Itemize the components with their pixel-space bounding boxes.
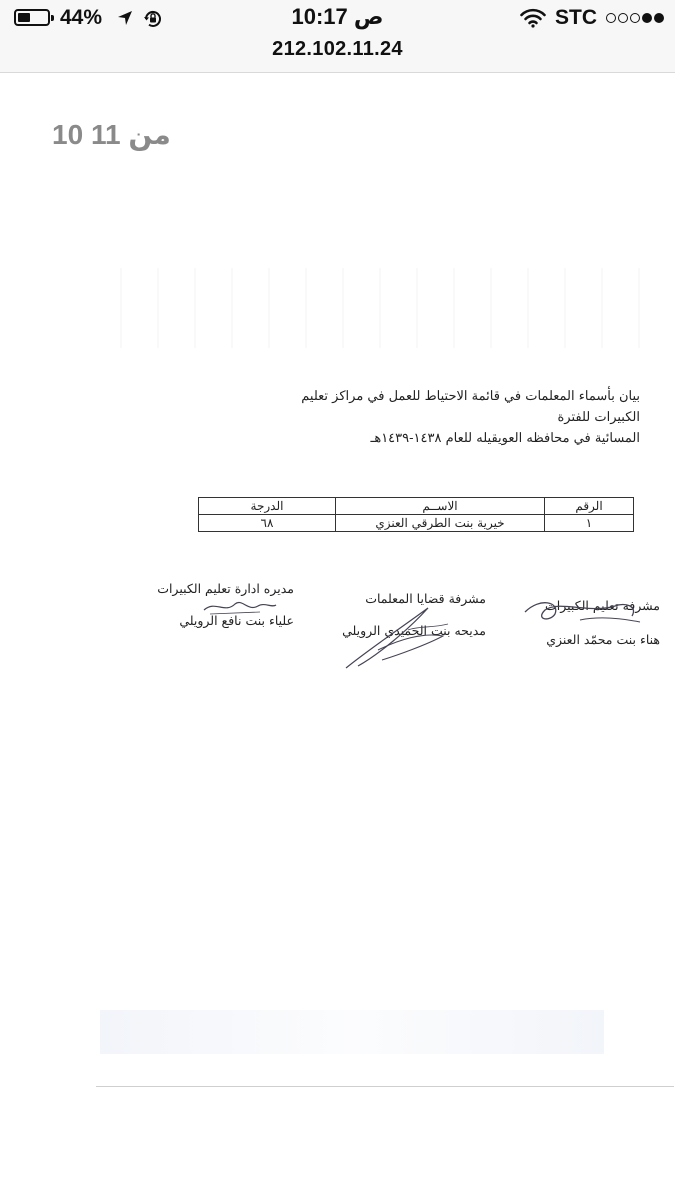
document-title-line: المسائية في محافظه العويقيله للعام ١٤٣٨-١٤٣٩هـ [370, 431, 640, 446]
wifi-icon [520, 8, 546, 28]
header-grade: الدرجة [199, 498, 336, 515]
header-number: الرقم [545, 498, 634, 515]
scan-artifact [100, 1010, 604, 1054]
document-title-line: بيان بأسماء المعلمات في قائمة الاحتياط للعمل في مراكز تعليم الكبيرات للفترة [301, 389, 640, 425]
scan-artifact [120, 268, 644, 348]
signatory-title: مشرفة قضايا المعلمات [365, 591, 486, 606]
table-header-row [199, 498, 634, 515]
handwritten-signature [338, 600, 468, 672]
signatory-name: مديحه بنت الحميدي الرويلي [342, 623, 486, 638]
handwritten-signature [200, 596, 280, 618]
signatory-name: علياء بنت نافع الرويلي [179, 613, 294, 628]
signal-dot [618, 13, 628, 23]
teachers-table [198, 497, 634, 532]
signatory-title: مديره ادارة تعليم الكبيرات [157, 581, 294, 596]
document-title [270, 386, 640, 449]
page-edge [96, 1086, 674, 1087]
table-cell-grade: ٦٨ [199, 515, 336, 532]
table-row [199, 515, 634, 532]
handwritten-signature [520, 592, 650, 632]
table-cell-number: ١ [545, 515, 634, 532]
page-counter: 10 من 11 [52, 119, 171, 150]
address-bar-url[interactable]: 212.102.11.24 [272, 38, 403, 60]
carrier-name: STC [555, 6, 597, 29]
header-name: الاســم [336, 498, 545, 515]
clock: 10:17 ص [291, 4, 384, 29]
signatory-title: مشرفه تعليم الكبيرات [545, 598, 660, 613]
signatory-name: هناء بنت محمّد العنزي [546, 632, 660, 647]
signal-dot [654, 13, 664, 23]
signal-dot [630, 13, 640, 23]
signal-dot [606, 13, 616, 23]
status-bar [0, 0, 675, 73]
table-cell-name: خيرية بنت الطرقي العنزي [336, 515, 545, 532]
signal-strength-icon [606, 13, 664, 23]
signal-dot [642, 13, 652, 23]
battery-percentage: 44% [60, 6, 103, 29]
